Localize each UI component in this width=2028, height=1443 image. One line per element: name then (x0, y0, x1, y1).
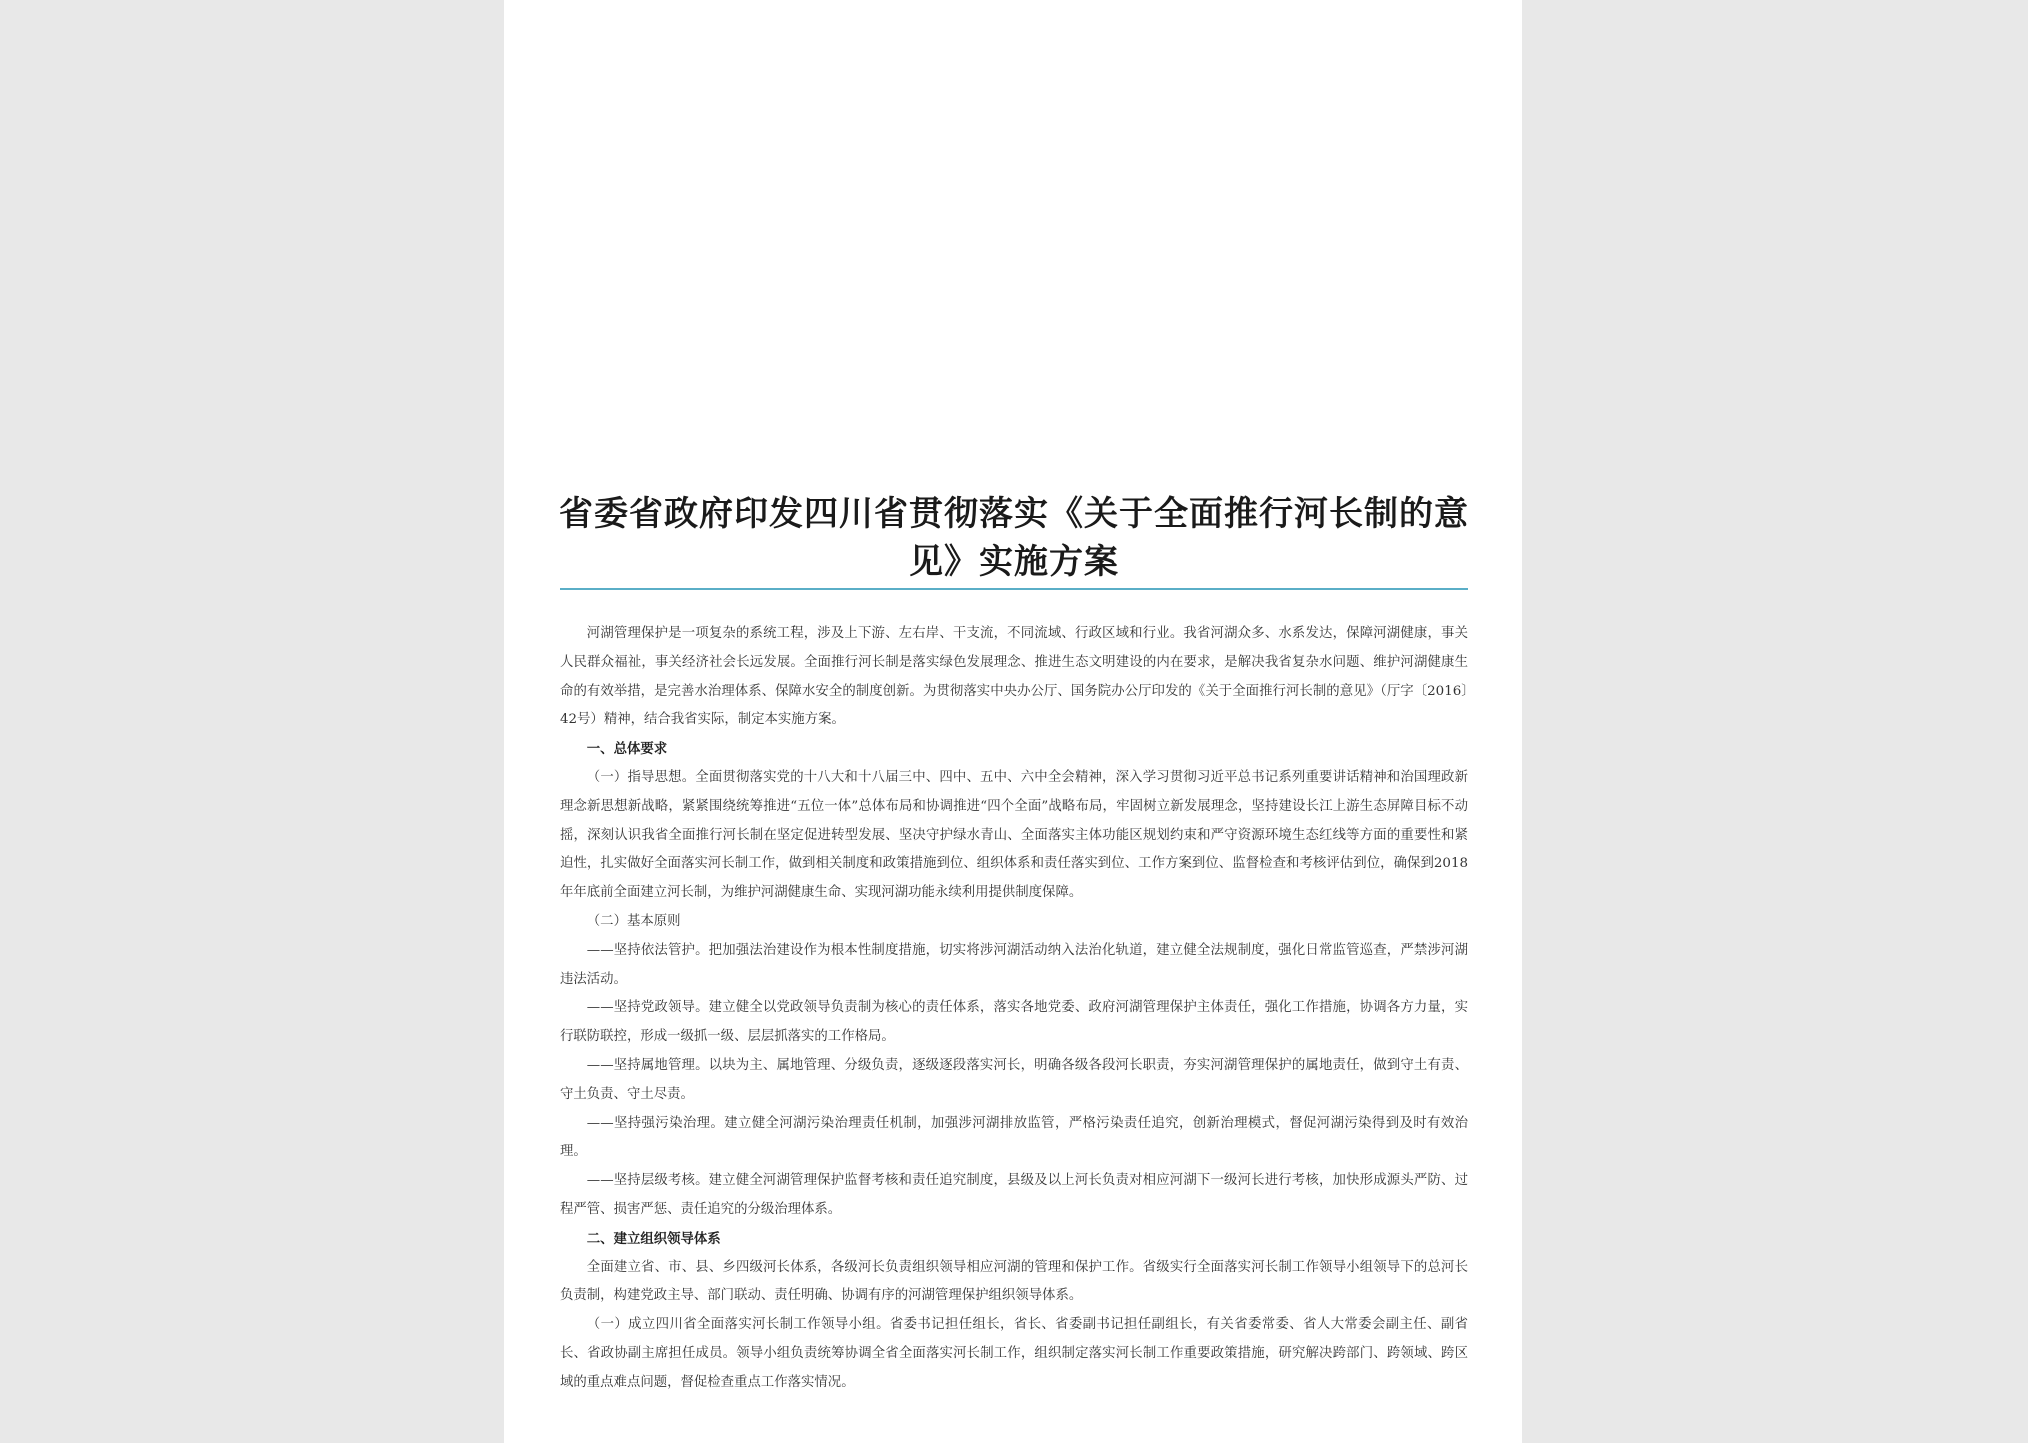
body-paragraph: （一）成立四川省全面落实河长制工作领导小组。省委书记担任组长，省长、省委副书记担任副组长，有关省委常委、省人大常委会副主任、副省长、省政协副主席担任成员。领导小组负责统筹协调全省全面落实河长制工作，组织制定落实河长制工作重要政策措施，研究解决跨部门、跨领域、跨区域的重点难点问题，督促检查重点工作落实情况。 (560, 1317, 1468, 1390)
body-paragraph: ——坚持强污染治理。建立健全河湖污染治理责任机制，加强涉河湖排放监管，严格污染责任追究，创新治理模式，督促河湖污染得到及时有效治理。 (560, 1115, 1468, 1160)
body-paragraph: ——坚持依法管护。把加强法治建设作为根本性制度措施，切实将涉河湖活动纳入法治化轨道，建立健全法规制度，强化日常监管巡查，严禁涉河湖违法活动。 (560, 942, 1468, 987)
title-divider (560, 588, 1468, 590)
body-paragraph: （一）指导思想。全面贯彻落实党的十八大和十八届三中、四中、五中、六中全会精神，深入学习贯彻习近平总书记系列重要讲话精神和治国理政新理念新思想新战略，紧紧围绕统筹推进“五位一体”总体布局和协调推进“四个全面”战略布局，牢固树立新发展理念，坚持建设长江上游生态屏障目标不动摇，深刻认识我省全面推行河长制在坚定促进转型发展、坚决守护绿水青山、全面落实主体功能区规划约束和严守资源环境生态红线等方面的重要性和紧迫性，扎实做好全面落实河长制工作，做到相关制度和政策措施到位、组织体系和责任落实到位、工作方案到位、监督检查和考核评估到位，确保到2018年年底前全面建立河长制，为维护河湖健康生命、实现河湖功能永续利用提供制度保障。 (560, 769, 1468, 901)
body-paragraph: ——坚持属地管理。以块为主、属地管理、分级负责，逐级逐段落实河长，明确各级各段河长职责，夯实河湖管理保护的属地责任，做到守土有责、守土负责、守土尽责。 (560, 1057, 1468, 1102)
body-paragraph: （二）基本原则 (586, 913, 681, 929)
body-paragraph: 河湖管理保护是一项复杂的系统工程，涉及上下游、左右岸、干支流，不同流域、行政区域和行业。我省河湖众多、水系发达，保障河湖健康，事关人民群众福祉，事关经济社会长远发展。全面推行河长制是落实绿色发展理念、推进生态文明建设的内在要求，是解决我省复杂水问题、维护河湖健康生命的有效举措，是完善水治理体系、保障水安全的制度创新。为贯彻落实中央办公厅、国务院办公厅印发的《关于全面推行河长制的意见》（厅字〔2016〕42号）精神，结合我省实际，制定本实施方案。 (560, 626, 1468, 728)
document-title: 省委省政府印发四川省贯彻落实《关于全面推行河长制的意见》实施方案 (559, 494, 1469, 582)
document-page (504, 0, 1522, 1443)
section-heading: 二、建立组织领导体系 (586, 1230, 721, 1247)
document-body (560, 620, 1468, 1398)
body-paragraph: ——坚持党政领导。建立健全以党政领导负责制为核心的责任体系，落实各地党委、政府河湖管理保护主体责任，强化工作措施，协调各方力量，实行联防联控，形成一级抓一级、层层抓落实的工作格局。 (560, 1000, 1468, 1045)
body-paragraph: 全面建立省、市、县、乡四级河长体系，各级河长负责组织领导相应河湖的管理和保护工作。省级实行全面落实河长制工作领导小组领导下的总河长负责制，构建党政主导、部门联动、责任明确、协调有序的河湖管理保护组织领导体系。 (560, 1259, 1468, 1304)
body-paragraph: ——坚持层级考核。建立健全河湖管理保护监督考核和责任追究制度，县级及以上河长负责对相应河湖下一级河长进行考核，加快形成源头严防、过程严管、损害严惩、责任追究的分级治理体系。 (560, 1173, 1468, 1217)
section-heading: 一、总体要求 (586, 741, 668, 758)
